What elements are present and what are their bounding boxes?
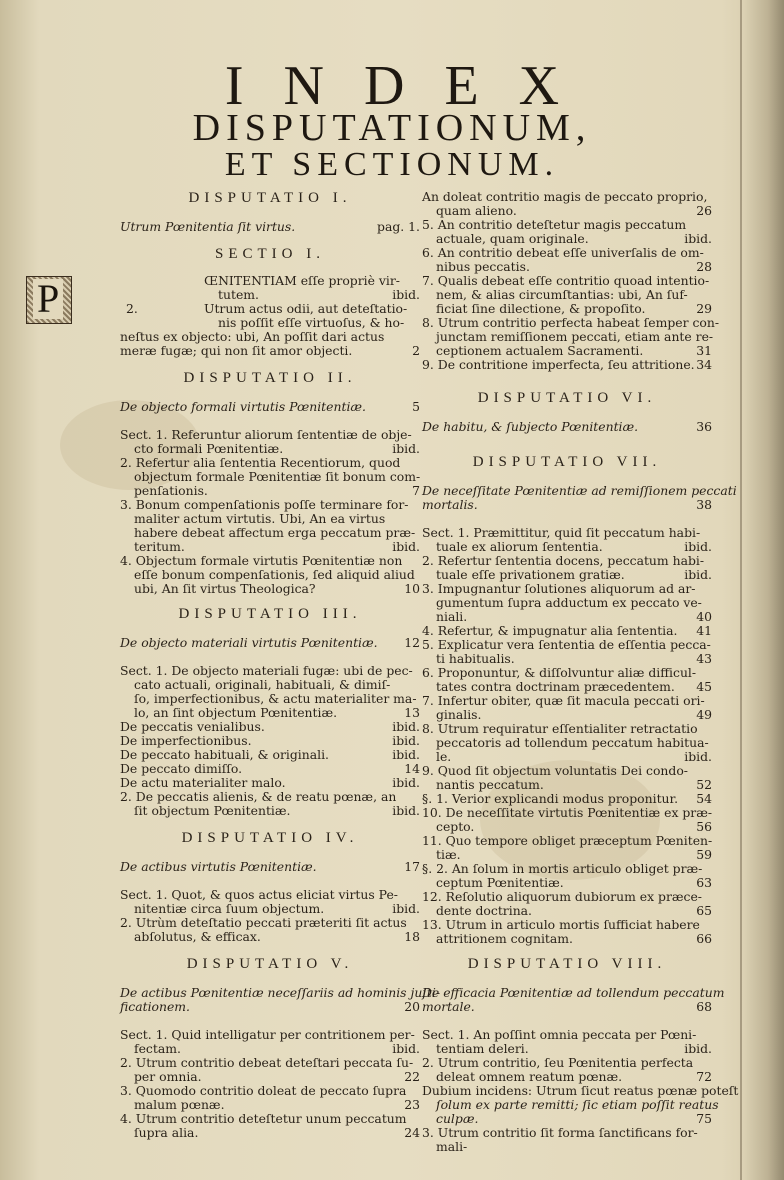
page-reference: 63 xyxy=(696,875,712,890)
page-reference: 2 xyxy=(412,343,420,358)
heading-text: DISPUTATIO IV. xyxy=(181,830,359,846)
entry-text: actuale, quam originale. xyxy=(436,231,589,246)
entry-text: habere debeat affectum erga peccatum præ- xyxy=(134,525,416,540)
heading-text: DISPUTATIO I. xyxy=(188,190,352,206)
index-entry xyxy=(120,902,420,916)
page-reference: 65 xyxy=(696,903,712,918)
entry-text: penſationis. xyxy=(134,483,208,498)
entry-text: De actu materialiter malo. xyxy=(120,775,286,790)
page-reference: 38 xyxy=(696,497,712,512)
entry-text: eſſe bonum compenſationis, ſed aliquid aliud xyxy=(134,567,415,582)
page-reference: ibid. xyxy=(392,287,420,302)
index-entry xyxy=(422,736,712,750)
entry-text: De objecto materiali virtutis Pœnitentiæ. xyxy=(120,635,378,650)
entry-text: ceptum Pœnitentiæ. xyxy=(436,875,564,890)
entry-text: tuale ex aliorum ſententia. xyxy=(436,539,603,554)
index-entry xyxy=(120,762,420,776)
index-entry xyxy=(422,820,712,834)
page-reference: 20 xyxy=(404,999,420,1014)
index-entry xyxy=(120,1042,420,1056)
page-reference: 43 xyxy=(696,651,712,666)
index-entry xyxy=(422,483,737,498)
disputatio-heading xyxy=(120,246,420,263)
entry-text: mali- xyxy=(436,1139,468,1154)
entry-text: Utrum Pœnitentia ſit virtus. xyxy=(120,219,296,234)
entry-text: 2. Refertur ſententia docens, peccatum habi- xyxy=(422,553,705,568)
index-entry xyxy=(422,750,712,764)
index-entry xyxy=(422,596,712,610)
entry-text: tiæ. xyxy=(436,847,461,862)
entry-text: niali. xyxy=(436,609,468,624)
entry-text: 7. Infertur obiter, quæ ſit macula peccati ori- xyxy=(422,693,705,708)
index-entry xyxy=(120,442,420,456)
page-reference: ibid. xyxy=(392,803,420,818)
page-reference: 59 xyxy=(696,847,712,862)
index-entry xyxy=(120,330,420,344)
index-entry xyxy=(422,1042,712,1056)
entry-text: Sect. 1. Præmittitur, quid ſit peccatum habi- xyxy=(422,525,701,540)
page-reference: 36 xyxy=(696,419,712,434)
entry-text: 2. Refertur alia ſententia Recentiorum, quod xyxy=(120,455,401,470)
entry-text: per omnia. xyxy=(134,1069,202,1084)
page-reference: 45 xyxy=(696,679,712,694)
entry-text: tentiam deleri. xyxy=(436,1041,529,1056)
index-entry xyxy=(422,834,712,848)
index-entry xyxy=(422,274,712,288)
page-reference: 26 xyxy=(696,203,712,218)
entry-text: 3. Quomodo contritio doleat de peccato ſupra xyxy=(120,1083,407,1098)
index-entry xyxy=(120,428,420,442)
entry-text: 2. Utrùm deteſtatio peccati præteriti ſit actus xyxy=(120,915,407,930)
entry-text: cto formali Pœnitentiæ. xyxy=(134,441,284,456)
page-reference: 54 xyxy=(696,791,712,806)
index-entry xyxy=(422,876,712,890)
entry-text: 4. Refertur, & impugnatur alia ſententia. xyxy=(422,623,678,638)
index-entry xyxy=(120,512,420,526)
heading-text: DISPUTATIO VIII. xyxy=(467,956,667,972)
index-entry xyxy=(120,582,420,596)
index-entry xyxy=(422,1083,739,1098)
index-entry xyxy=(422,985,725,1000)
entry-text: 2. Utrum contritio, ſeu Pœnitentia perfecta xyxy=(422,1055,694,1070)
entry-text: fectam. xyxy=(134,1041,181,1056)
dropcap-letter: P xyxy=(33,279,63,319)
entry-text: nem, & alias circumſtantias: ubi, An ſuf- xyxy=(436,287,688,302)
entry-text: tates contra doctrinam præcedentem. xyxy=(436,679,675,694)
index-entry xyxy=(422,1097,719,1112)
heading-text: SECTIO I. xyxy=(215,246,325,262)
heading-text: DISPUTATIO II. xyxy=(183,370,357,386)
index-entry xyxy=(422,526,712,540)
entry-text: §. 2. An ſolum in mortis articulo obliget præ- xyxy=(422,861,703,876)
page-reference: ibid. xyxy=(684,749,712,764)
index-entry xyxy=(422,1140,712,1154)
index-entry xyxy=(422,1112,712,1126)
entry-text: ti habitualis. xyxy=(436,651,515,666)
entry-text: lo, an ſint objectum Pœnitentiæ. xyxy=(134,705,338,720)
entry-text: ſit objectum Pœnitentiæ. xyxy=(134,803,291,818)
index-entry xyxy=(120,706,420,720)
index-entry xyxy=(422,420,712,434)
entry-text: abſolutus, & efficax. xyxy=(134,929,261,944)
index-entry xyxy=(120,888,420,902)
entry-text: De habitu, & ſubjecto Pœnitentiæ. xyxy=(422,419,639,434)
page-reference: 24 xyxy=(404,1125,420,1140)
entry-text: 5. Explicatur vera ſententia de eſſentia pecca- xyxy=(422,637,711,652)
index-entry xyxy=(120,470,420,484)
disputatio-heading xyxy=(120,370,420,387)
page-reference: 34 xyxy=(696,357,712,372)
entry-text: De actibus Pœnitentiæ neceſſariis ad hominis juſti- xyxy=(120,985,441,1000)
entry-text: Sect. 1. De objecto materiali fugæ: ubi de pec- xyxy=(120,663,413,678)
entry-text: Sect. 1. Referuntur aliorum ſententiæ de obje- xyxy=(120,427,412,442)
index-entry xyxy=(120,734,420,748)
index-entry xyxy=(422,918,712,932)
page-reference: 17 xyxy=(404,859,420,874)
index-entry xyxy=(422,358,712,372)
index-entry xyxy=(422,1000,712,1014)
index-entry xyxy=(422,764,712,778)
index-entry xyxy=(120,568,420,582)
entry-text: 11. Quo tempore obliget præceptum Pœniten- xyxy=(422,833,713,848)
index-entry xyxy=(120,526,420,540)
index-entry xyxy=(120,1112,420,1126)
index-entry xyxy=(120,790,420,804)
entry-text: 3. Bonum compenſationis poſſe terminare for- xyxy=(120,497,409,512)
page-reference: 12 xyxy=(404,635,420,650)
index-entry xyxy=(120,720,420,734)
disputatio-heading xyxy=(120,606,420,623)
index-entry xyxy=(422,288,712,302)
index-entry xyxy=(422,1028,712,1042)
page-reference: 14 xyxy=(404,761,420,776)
entry-text: peccatoris ad tollendum peccatum habitua- xyxy=(436,735,709,750)
index-entry xyxy=(422,638,712,652)
entry-text: 4. Utrum contritio deteſtetur unum peccatum xyxy=(120,1111,407,1126)
page-reference: ibid. xyxy=(392,733,420,748)
index-entry xyxy=(422,315,720,330)
entry-text: ſolum ex parte remitti; ſic etiam poſſit reatus xyxy=(436,1097,719,1112)
page-reference: ibid. xyxy=(684,231,712,246)
entry-text: De efficacia Pœnitentiæ ad tollendum peccatum xyxy=(422,985,725,1000)
entry-text: De peccato dimiſſo. xyxy=(120,761,243,776)
entry-text: quam alieno. xyxy=(436,203,517,218)
disputatio-heading xyxy=(120,190,420,207)
entry-text: ſupra alia. xyxy=(134,1125,199,1140)
entry-text: Dubium incidens: Utrum ſicut reatus pœnæ poteſt xyxy=(422,1083,739,1098)
page-reference: 22 xyxy=(404,1069,420,1084)
index-entry xyxy=(120,554,420,568)
page-reference: 41 xyxy=(696,623,712,638)
entry-text: 9. De contritione imperfecta, ſeu attritione. xyxy=(422,357,695,372)
page-reference: ibid. xyxy=(684,1041,712,1056)
entry-text: junctam remiſſionem peccati, etiam ante re- xyxy=(436,329,714,344)
page-reference: 31 xyxy=(696,343,712,358)
page-reference: ibid. xyxy=(392,441,420,456)
heading-text: DISPUTATIO VI. xyxy=(477,390,657,406)
entry-text: mortale. xyxy=(422,999,475,1014)
page-reference: ibid. xyxy=(392,775,420,790)
disputatio-heading xyxy=(422,956,712,973)
index-entry xyxy=(422,190,712,204)
entry-text: ceptionem actualem Sacramenti. xyxy=(436,343,644,358)
entry-text: nis poſſit eſſe virtuoſus, & ho- xyxy=(218,315,405,330)
entry-text: ſo, imperfectionibus, & actu materialiter ma- xyxy=(134,691,417,706)
entry-text: 6. An contritio debeat eſſe univerſalis de om- xyxy=(422,245,704,260)
entry-text: 2. De peccatis alienis, & de reatu pœnæ, an xyxy=(120,789,397,804)
entry-text: teritum. xyxy=(134,539,185,554)
index-entry xyxy=(120,220,420,234)
index-entry xyxy=(120,498,420,512)
index-entry xyxy=(422,904,712,918)
entry-text: 8. Utrum requiratur eſſentialiter retractatio xyxy=(422,721,698,736)
entry-text: ficationem. xyxy=(120,999,190,1014)
left-column xyxy=(120,0,441,1180)
disputatio-heading xyxy=(422,454,712,471)
index-entry xyxy=(120,985,441,1000)
index-entry xyxy=(422,218,712,232)
disputatio-heading xyxy=(422,390,712,407)
index-entry xyxy=(422,1070,712,1084)
entry-text: De peccatis venialibus. xyxy=(120,719,265,734)
entry-text: 4. Objectum formale virtutis Pœnitentiæ non xyxy=(120,553,403,568)
entry-text: ginalis. xyxy=(436,707,482,722)
entry-text: 13. Utrum in articulo mortis ſufficiat habere xyxy=(422,917,700,932)
index-entry xyxy=(422,708,712,722)
page-reference: 13 xyxy=(404,705,420,720)
index-entry xyxy=(120,1098,420,1112)
index-entry xyxy=(422,890,712,904)
index-entry xyxy=(422,862,712,876)
entry-text: 9. Quod ſit objectum voluntatis Dei condo- xyxy=(422,763,688,778)
heading-text: DISPUTATIO V. xyxy=(186,956,354,972)
entry-text: meræ fugæ; qui non ſit amor objecti. xyxy=(120,343,353,358)
index-entry xyxy=(120,664,420,678)
entry-text: 2. xyxy=(126,301,138,316)
index-entry xyxy=(422,582,712,596)
page-reference: 10 xyxy=(404,581,420,596)
entry-text: An doleat contritio magis de peccato proprio, xyxy=(422,189,708,204)
index-entry xyxy=(120,776,420,790)
index-entry xyxy=(120,860,420,874)
entry-text: nitentiæ circa ſuum objectum. xyxy=(134,901,325,916)
index-entry xyxy=(422,680,712,694)
page-reference: 66 xyxy=(696,931,712,946)
entry-text: De peccato habituali, & originali. xyxy=(120,747,329,762)
index-entry xyxy=(422,624,712,638)
index-entry xyxy=(120,1126,420,1140)
entry-text: objectum formale Pœnitentiæ ſit bonum com- xyxy=(134,469,421,484)
entry-text: De actibus virtutis Pœnitentiæ. xyxy=(120,859,317,874)
index-entry xyxy=(422,778,712,792)
index-entry xyxy=(422,204,712,218)
ornamental-dropcap xyxy=(26,276,72,324)
entry-text: attritionem cognitam. xyxy=(436,931,573,946)
entry-text: Sect. 1. Quot, & quos actus eliciat virtus Pe- xyxy=(120,887,398,902)
entry-text: cato actuali, originali, habituali, & dimiſ- xyxy=(134,677,391,692)
index-entry xyxy=(422,848,712,862)
disputatio-heading xyxy=(120,830,420,847)
page-reference: 75 xyxy=(696,1111,712,1126)
page-reference: 40 xyxy=(696,609,712,624)
page-reference: 52 xyxy=(696,777,712,792)
page-reference: 5 xyxy=(412,399,420,414)
entry-text: ŒNITENTIAM eſſe propriè vir- xyxy=(204,273,400,288)
index-entry xyxy=(422,232,712,246)
index-entry xyxy=(120,1084,420,1098)
index-entry xyxy=(422,540,712,554)
index-entry xyxy=(120,916,420,930)
index-entry xyxy=(422,666,712,680)
entry-text: 12. Reſolutio aliquorum dubiorum ex præce- xyxy=(422,889,702,904)
index-entry xyxy=(422,722,712,736)
heading-text: DISPUTATIO VII. xyxy=(472,454,662,470)
page-reference: 49 xyxy=(696,707,712,722)
page-reference: 56 xyxy=(696,819,712,834)
right-column xyxy=(422,0,739,1180)
page-reference: ibid. xyxy=(392,719,420,734)
entry-text: maliter actum virtutis. Ubi, An ea virtus xyxy=(134,511,386,526)
index-entry xyxy=(120,484,420,498)
index-entry xyxy=(422,260,712,274)
index-entry xyxy=(422,652,712,666)
heading-text: DISPUTATIO III. xyxy=(178,606,362,622)
index-entry xyxy=(422,330,712,344)
entry-text: 5. An contritio deteſtetur magis peccatum xyxy=(422,217,687,232)
index-entry xyxy=(120,748,420,762)
entry-text: dente doctrina. xyxy=(436,903,532,918)
page-reference: 28 xyxy=(696,259,712,274)
index-entry xyxy=(120,540,420,554)
index-entry xyxy=(120,678,420,692)
entry-text: De imperfectionibus. xyxy=(120,733,252,748)
entry-text: De neceſſitate Pœnitentiæ ad remiſſionem peccati xyxy=(422,483,737,498)
index-entry xyxy=(422,610,712,624)
index-entry xyxy=(120,692,420,706)
index-entry xyxy=(120,316,420,330)
index-entry xyxy=(120,344,420,358)
page-reference: 7 xyxy=(412,483,420,498)
entry-text: 3. Utrum contritio ſit forma ſanctificans for- xyxy=(422,1125,698,1140)
entry-text: 8. Utrum contritio perfecta habeat ſemper con- xyxy=(422,315,720,330)
page-reference: 29 xyxy=(696,301,712,316)
title-disputationum: DISPUTATIONUM, xyxy=(192,107,592,149)
index-entry xyxy=(422,498,712,512)
index-entry xyxy=(422,1056,712,1070)
index-entry xyxy=(120,930,420,944)
entry-text: Sect. 1. An poſſint omnia peccata per Pœni- xyxy=(422,1027,697,1042)
index-entry xyxy=(422,302,712,316)
index-entry xyxy=(422,1126,712,1140)
entry-text: gumentum ſupra adductum ex peccato ve- xyxy=(436,595,702,610)
disputatio-heading xyxy=(120,956,420,973)
page-reference: ibid. xyxy=(392,901,420,916)
entry-text: 7. Qualis debeat eſſe contritio quoad intentio- xyxy=(422,273,710,288)
index-entry xyxy=(422,694,712,708)
entry-text: 6. Proponuntur, & diſſolvuntur aliæ difficul- xyxy=(422,665,697,680)
page-reference: ibid. xyxy=(684,539,712,554)
index-entry xyxy=(120,804,420,818)
entry-text: §. 1. Verior explicandi modus proponitur. xyxy=(422,791,679,806)
index-entry xyxy=(120,1028,420,1042)
page-reference: ibid. xyxy=(684,567,712,582)
index-entry xyxy=(422,554,712,568)
index-entry xyxy=(120,274,420,288)
index-entry xyxy=(422,806,712,820)
entry-text: nantis peccatum. xyxy=(436,777,544,792)
entry-text: Utrum actus odii, aut deteſtatio- xyxy=(204,301,408,316)
entry-text: 10. De neceſſitate virtutis Pœnitentiæ ex præ- xyxy=(422,805,713,820)
title-index: INDEX xyxy=(224,55,600,117)
entry-text: neſtus ex objecto: ubi, An poſſit dari actus xyxy=(120,329,385,344)
index-entry xyxy=(120,636,420,650)
index-entry xyxy=(120,1000,420,1014)
page-reference: 72 xyxy=(696,1069,712,1084)
entry-text: nibus peccatis. xyxy=(436,259,530,274)
index-entry xyxy=(120,288,420,302)
entry-text: le. xyxy=(436,749,452,764)
entry-text: ficiat ſine dilectione, & propoſito. xyxy=(436,301,646,316)
index-entry xyxy=(120,400,420,414)
page-reference: 68 xyxy=(696,999,712,1014)
entry-text: culpæ. xyxy=(436,1111,479,1126)
page-reference: pag. 1. xyxy=(377,219,420,234)
page-reference: ibid. xyxy=(392,1041,420,1056)
entry-text: malum pœnæ. xyxy=(134,1097,225,1112)
index-entry xyxy=(120,302,420,316)
entry-text: 3. Impugnantur ſolutiones aliquorum ad ar- xyxy=(422,581,696,596)
index-entry xyxy=(120,1070,420,1084)
index-entry xyxy=(120,456,420,470)
page-reference: ibid. xyxy=(392,539,420,554)
page-reference: ibid. xyxy=(392,747,420,762)
index-entry xyxy=(422,792,712,806)
title-et-sectionum: ET SECTIONUM. xyxy=(224,146,560,183)
index-entry xyxy=(422,568,712,582)
index-entry xyxy=(422,344,712,358)
page-reference: 18 xyxy=(404,929,420,944)
entry-text: mortalis. xyxy=(422,497,478,512)
index-entry xyxy=(120,1056,420,1070)
page-reference: 23 xyxy=(404,1097,420,1112)
entry-text: tuale eſſe privationem gratiæ. xyxy=(436,567,625,582)
entry-text: cepto. xyxy=(436,819,475,834)
index-entry xyxy=(422,932,712,946)
entry-text: 2. Utrum contritio debeat deteſtari peccata ſu- xyxy=(120,1055,414,1070)
index-entry xyxy=(422,246,712,260)
entry-text: deleat omnem reatum pœnæ. xyxy=(436,1069,623,1084)
entry-text: ubi, An ſit virtus Theologica? xyxy=(134,581,316,596)
entry-text: tutem. xyxy=(218,287,259,302)
entry-text: De objecto formali virtutis Pœnitentiæ. xyxy=(120,399,366,414)
entry-text: Sect. 1. Quid intelligatur per contritionem per- xyxy=(120,1027,415,1042)
